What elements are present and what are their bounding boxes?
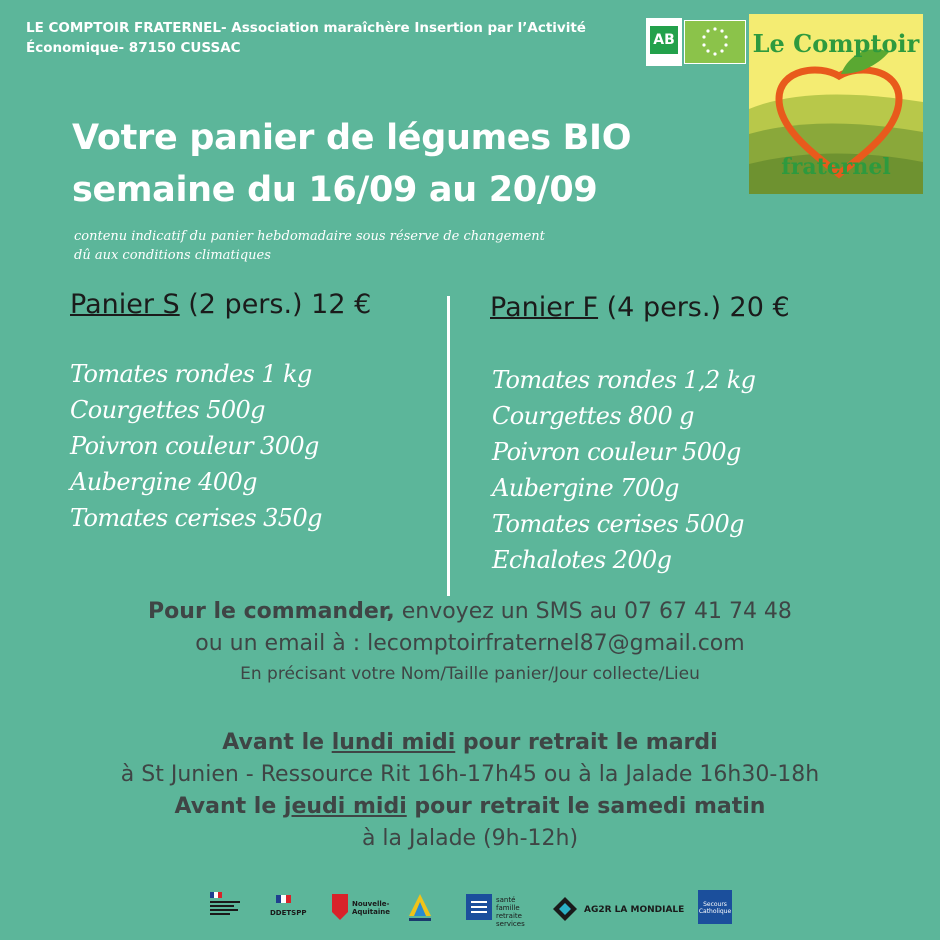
list-item: Aubergine 700g [492, 474, 679, 502]
monday-places: à St Junien - Ressource Rit 16h-17h45 ou à la Jalade 16h30-18h [120, 762, 820, 787]
logo-text-top: Le Comptoir [752, 29, 920, 58]
thursday-deadline: Avant le jeudi midi pour retrait le samedi matin [174, 794, 766, 819]
header-association-text: LE COMPTOIR FRATERNEL- Association maraîchère Insertion par l’Activité Économique- 87150 CUSSAC [26, 20, 586, 56]
order-instructions [0, 596, 940, 688]
bio-certification-logos [646, 18, 744, 64]
comptoir-fraternel-logo [749, 14, 923, 194]
logo-text-bottom: fraternel [781, 154, 891, 180]
list-item: Courgettes 800 g [492, 402, 694, 430]
partner-logos [200, 890, 760, 930]
basket-f-items [492, 362, 755, 578]
page-title: Votre panier de légumes BIO semaine du 16/09 au 20/09 [72, 118, 632, 210]
secours-catholique-logo: Secours Catholique [698, 890, 732, 926]
nouvelle-aquitaine-logo: Nouvelle-Aquitaine [330, 890, 392, 926]
msa-logo: santé famille retraite services [466, 890, 536, 926]
basket-s-items [70, 356, 322, 536]
list-item: Tomates rondes 1 kg [70, 360, 312, 388]
order-precision-line: En précisant votre Nom/Taille panier/Jour collecte/Lieu [240, 664, 700, 684]
ag2r-logo: AG2R LA MONDIALE [552, 890, 682, 926]
page-subtitle: contenu indicatif du panier hebdomadaire sous réserve de changement dû aux conditions climatiques [74, 229, 545, 263]
monday-deadline: Avant le lundi midi pour retrait le mardi [222, 730, 718, 755]
list-item: Echalotes 200g [492, 546, 672, 574]
haute-vienne-logo [405, 890, 435, 926]
thursday-places: à la Jalade (9h-12h) [361, 826, 579, 851]
ministere-logo [208, 890, 248, 926]
eu-organic-leaf-logo [684, 20, 746, 64]
list-item: Poivron couleur 500g [492, 438, 741, 466]
list-item: Tomates cerises 500g [492, 510, 744, 538]
column-divider [447, 296, 450, 596]
list-item: Courgettes 500g [70, 396, 265, 424]
ab-logo: AB [646, 18, 682, 66]
ddetspp-logo: DDETSPP [270, 890, 314, 926]
basket-s-title: Panier S (2 pers.) 12 € [70, 289, 372, 320]
list-item: Poivron couleur 300g [70, 432, 319, 460]
basket-f-title: Panier F (4 pers.) 20 € [490, 292, 790, 323]
list-item: Aubergine 400g [70, 468, 257, 496]
order-sms-line: Pour le commander, envoyez un SMS au 07 67 41 74 48 [148, 599, 792, 624]
order-email-line: ou un email à : lecomptoirfraternel87@gmail.com [195, 631, 745, 656]
pickup-schedule [0, 727, 940, 855]
list-item: Tomates cerises 350g [70, 504, 322, 532]
list-item: Tomates rondes 1,2 kg [492, 366, 756, 394]
